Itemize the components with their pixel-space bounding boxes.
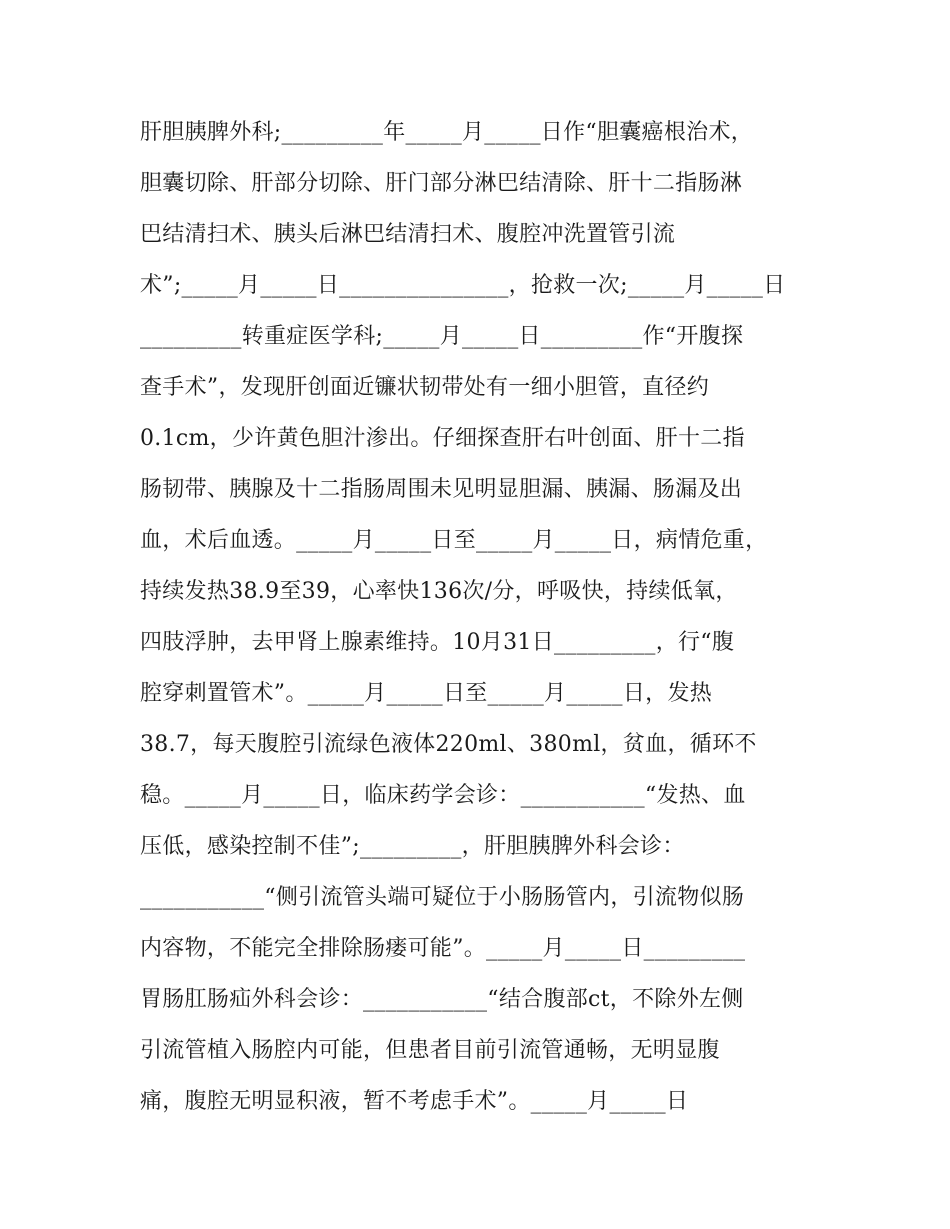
text-line-13: 38.7，每天腹腔引流绿色液体220ml、380ml，贫血，循环不 <box>140 732 757 757</box>
text-line-2: 胆囊切除、肝部分切除、肝门部分淋巴结清除、肝十二指肠淋 <box>140 171 743 196</box>
body-text <box>140 107 840 1127</box>
text-line-20: 痛，腹腔无明显积液，暂不考虑手术”。_____月_____日 <box>140 1089 689 1114</box>
text-line-14: 稳。_____月_____日，临床药学会诊：___________“发热、血 <box>140 783 746 808</box>
text-line-1: 肝胆胰脾外科;_________年_____月_____日作“胆囊癌根治术， <box>140 120 754 145</box>
text-line-15: 压低，感染控制不佳”;_________，肝胆胰脾外科会诊： <box>140 834 685 859</box>
text-line-9: 血，术后血透。_____月_____日至_____月_____日，病情危重， <box>140 528 768 553</box>
text-line-12: 腔穿刺置管术”。_____月_____日至_____月_____日，发热 <box>140 681 713 706</box>
text-line-17: 内容物，不能完全排除肠瘘可能”。_____月_____日_________ <box>140 936 746 961</box>
text-line-11: 四肢浮肿，去甲肾上腺素维持。10月31日_________，行“腹 <box>140 630 735 655</box>
text-line-4: 术”;_____月_____日_______________，抢救一次;_____月_____日 <box>140 273 786 298</box>
text-line-3: 巴结清扫术、胰头后淋巴结清扫术、腹腔冲洗置管引流 <box>140 222 676 247</box>
text-line-7: 0.1cm，少许黄色胆汁渗出。仔细探查肝右叶创面、肝十二指 <box>140 426 745 451</box>
text-line-16: ___________“侧引流管头端可疑位于小肠肠管内，引流物似肠 <box>140 885 745 910</box>
text-line-6: 查手术”，发现肝创面近镰状韧带处有一细小胆管，直径约 <box>140 375 710 400</box>
text-line-18: 胃肠肛肠疝外科会诊：___________“结合腹部ct，不除外左侧 <box>140 987 744 1012</box>
text-line-8: 肠韧带、胰腺及十二指肠周围未见明显胆漏、胰漏、肠漏及出 <box>140 477 743 502</box>
text-line-10: 持续发热38.9至39，心率快136次/分，呼吸快，持续低氧， <box>140 579 738 604</box>
text-line-19: 引流管植入肠腔内可能，但患者目前引流管通畅，无明显腹 <box>140 1038 720 1063</box>
text-line-5: _________转重症医学科;_____月_____日_________作“开腹探 <box>140 324 744 349</box>
